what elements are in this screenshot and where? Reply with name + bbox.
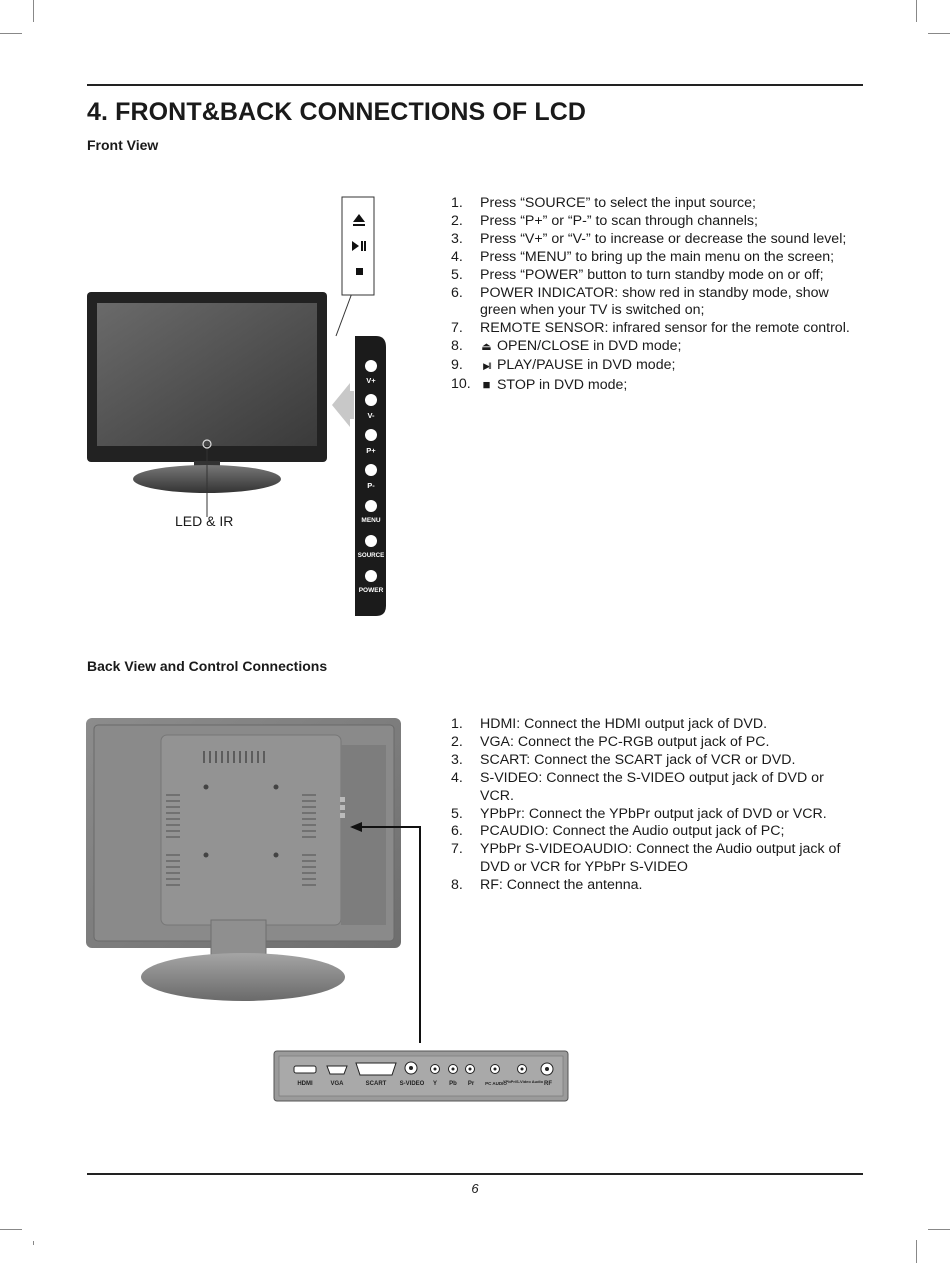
vga-port-icon: [327, 1066, 347, 1074]
port-label-y: Y: [432, 1081, 438, 1087]
stop-icon: ■: [482, 377, 491, 393]
port-label-vga: VGA: [330, 1081, 344, 1087]
port-label-rf: RF: [544, 1081, 552, 1087]
control-label-source: SOURCE: [357, 552, 385, 559]
port-label-ypbpr-audio: YPbPr/S-Video Audio: [502, 1079, 544, 1084]
port-label-pr: Pr: [467, 1081, 475, 1087]
list-item: 3. SCART: Connect the SCART jack of VCR or DVD.: [451, 751, 796, 768]
crop-mark: [33, 0, 34, 22]
control-label-v-plus: V+: [366, 376, 376, 385]
list-item: 3. Press “V+” or “V-” to increase or decrease the sound level;: [451, 230, 847, 247]
control-label-p-minus: P-: [367, 481, 375, 490]
list-item: 7. YPbPr S-VIDEOAUDIO: Connect the Audio output jack of DVD or VCR for YPbPr S-VIDEO: [451, 841, 841, 876]
list-item: 9. ▶‖ PLAY/PAUSE in DVD mode;: [451, 357, 871, 376]
footer-rule: [87, 1173, 863, 1175]
play-pause-icon: ▶‖: [483, 361, 490, 372]
list-item: 5. YPbPr: Connect the YPbPr output jack of DVD or VCR.: [451, 805, 827, 822]
crop-mark: [928, 1229, 950, 1230]
port-label-pc-audio: PC AUDIO: [485, 1081, 507, 1086]
list-item: 5. Press “POWER” button to turn standby mode on or off;: [451, 266, 824, 283]
port-label-scart: SCART: [365, 1081, 387, 1087]
list-item: 6. POWER INDICATOR: show red in standby mode, show green when your TV is switched on;: [451, 284, 829, 319]
led-ir-label: LED & IR: [175, 513, 234, 529]
list-item: 8. ⏏ OPEN/CLOSE in DVD mode;: [451, 338, 871, 357]
port-label-hdmi: HDMI: [297, 1081, 313, 1087]
list-item: 7. REMOTE SENSOR: infrared sensor for the remote control.: [451, 320, 850, 337]
control-label-v-minus: V-: [367, 411, 375, 420]
list-item: 4. S-VIDEO: Connect the S-VIDEO output jack of DVD or VCR.: [451, 769, 824, 804]
back-instructions-list: [451, 716, 871, 895]
port-label-pb: Pb: [449, 1081, 457, 1087]
crop-mark: [916, 1240, 917, 1263]
scart-port-icon: [356, 1063, 396, 1075]
list-item: 2. Press “P+” or “P-” to scan through channels;: [451, 212, 758, 229]
page-title: 4. FRONT&BACK CONNECTIONS OF LCD: [87, 98, 587, 126]
list-item: 2. VGA: Connect the PC-RGB output jack of PC.: [451, 733, 770, 750]
stop-icon: [356, 268, 363, 275]
back-view-heading: Back View and Control Connections: [87, 658, 328, 674]
list-item: 4. Press “MENU” to bring up the main menu on the screen;: [451, 248, 835, 265]
front-instructions-list: [451, 195, 871, 395]
crop-mark: [916, 0, 917, 22]
control-label-p-plus: P+: [366, 446, 376, 455]
header-rule: [87, 84, 863, 86]
list-item: 1. Press “SOURCE” to select the input source;: [451, 195, 756, 211]
control-label-menu: MENU: [361, 517, 381, 524]
list-item: 6. PCAUDIO: Connect the Audio output jack of PC;: [451, 823, 785, 840]
control-label-power: POWER: [358, 587, 384, 594]
hdmi-port-icon: [294, 1066, 316, 1073]
list-item: 10. ■ STOP in DVD mode;: [451, 376, 628, 394]
port-label-s-video: S-VIDEO: [399, 1081, 425, 1087]
page-number: 6: [471, 1181, 479, 1196]
front-view-heading: Front View: [87, 137, 159, 153]
crop-mark: [928, 33, 950, 34]
eject-icon: ⏏: [481, 341, 492, 354]
list-item: 8. RF: Connect the antenna.: [451, 877, 643, 894]
crop-mark: [0, 1229, 22, 1230]
crop-mark: [0, 33, 22, 34]
front-view-illustration: [86, 195, 396, 625]
crop-mark: [33, 1241, 34, 1245]
list-item: 1. HDMI: Connect the HDMI output jack of DVD.: [451, 716, 768, 732]
